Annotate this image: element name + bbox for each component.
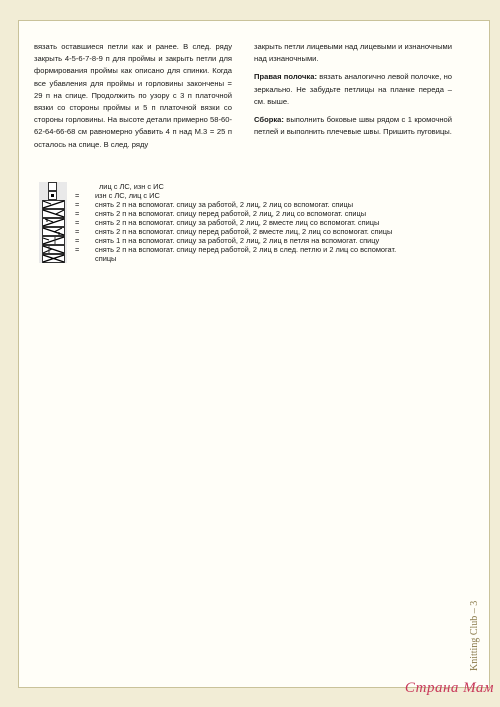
legend-row [39,191,479,200]
paragraph-right-front [254,71,452,108]
page-sheet [18,20,490,688]
legend-text: изн с ЛС, лиц с ИС [95,191,160,200]
cable-end-icon [39,254,67,263]
cable-2-2-front-icon [39,209,67,218]
equals-sign: = [75,200,80,209]
legend-text: лиц с ЛС, изн с ИС [99,182,164,191]
equals-sign: = [75,218,80,227]
equals-sign: = [75,209,80,218]
equals-sign: = [75,236,80,245]
legend-row [39,245,479,254]
legend-row [39,200,479,209]
legend-row [39,182,479,191]
equals-sign: = [75,191,80,200]
equals-sign: = [75,245,80,254]
paragraph-assembly [254,114,452,138]
text-assembly: выполнить боковые швы рядом с 1 кромочной петлей и выполнить плечевые швы. Пришить пуговицы. [254,115,452,137]
text-column-left [34,41,232,157]
legend-text: снять 2 п на вспомогат. спицу перед работой, 2 лиц в след. петлю и 2 лиц со вспомогат. [95,245,397,254]
heading-assembly: Сборка: [254,115,284,125]
legend-row [39,209,479,218]
footer-label: Knitting Club – 3 [469,600,480,671]
symbol-legend [39,182,479,263]
text-column-right [254,41,452,144]
legend-row [39,236,479,245]
legend-row [39,254,479,263]
empty-square-icon [39,182,67,191]
legend-text: снять 2 п на вспомогат. спицу за работой, 2 лиц, 2 лиц со вспомогат. спицы [95,200,354,209]
page-footer [467,581,483,671]
paragraph-finish: закрыть петли лицевыми над лицевыми и изнаночными над изнаночными. [254,42,452,64]
legend-text: снять 1 п на вспомогат. спицу за работой, 2 лиц, 2 лиц в петля на вспомогат. спицу [95,236,380,245]
legend-text: снять 2 п на вспомогат. спицу перед работой, 2 лиц, 2 лиц со вспомогат. спицы [95,209,367,218]
legend-text: снять 2 п на вспомогат. спицу за работой, 2 лиц, 2 вместе лиц со вспомогат. спицы [95,218,380,227]
legend-row [39,218,479,227]
legend-text: снять 2 п на вспомогат. спицу перед работой, 2 вместе лиц, 2 лиц со вспомогат. спицы [95,227,393,236]
legend-text: спицы [95,254,117,263]
heading-right-front: Правая полочка: [254,72,317,82]
cable-1-2-back-icon [39,236,67,245]
equals-sign: = [75,227,80,236]
text-right-front: вязать аналогично левой полочке, но зеркально. Не забудьте петлицы на планке переда – см. выше. [254,72,452,106]
cable-2-2-front-dec-icon [39,227,67,236]
cable-2-2-front-inc-icon [39,245,67,254]
dot-square-icon [39,191,67,200]
cable-2-2-back-icon [39,200,67,209]
cable-2-2-back-dec-icon [39,218,67,227]
paragraph-left-front: вязать оставшиеся петли как и ранее. В след. ряду закрыть 4-5-6-7-8-9 п для проймы и закрыть петли для формирования проймы как описано для спинки. Когда все убавления для проймы и горловины закончены = 29 п на спице. Продолжить по узору с 3 п платочной вязки со стороны проймы и 5 п платочной вязки со стороны горловины. На высоте детали примерно 58-60-62-64-66-68 см равномерно убавить 4 п над М.3 = 25 п осталось на спице. В след. ряду [34,42,232,149]
legend-row [39,227,479,236]
watermark-logo: Страна Мам [404,680,494,696]
